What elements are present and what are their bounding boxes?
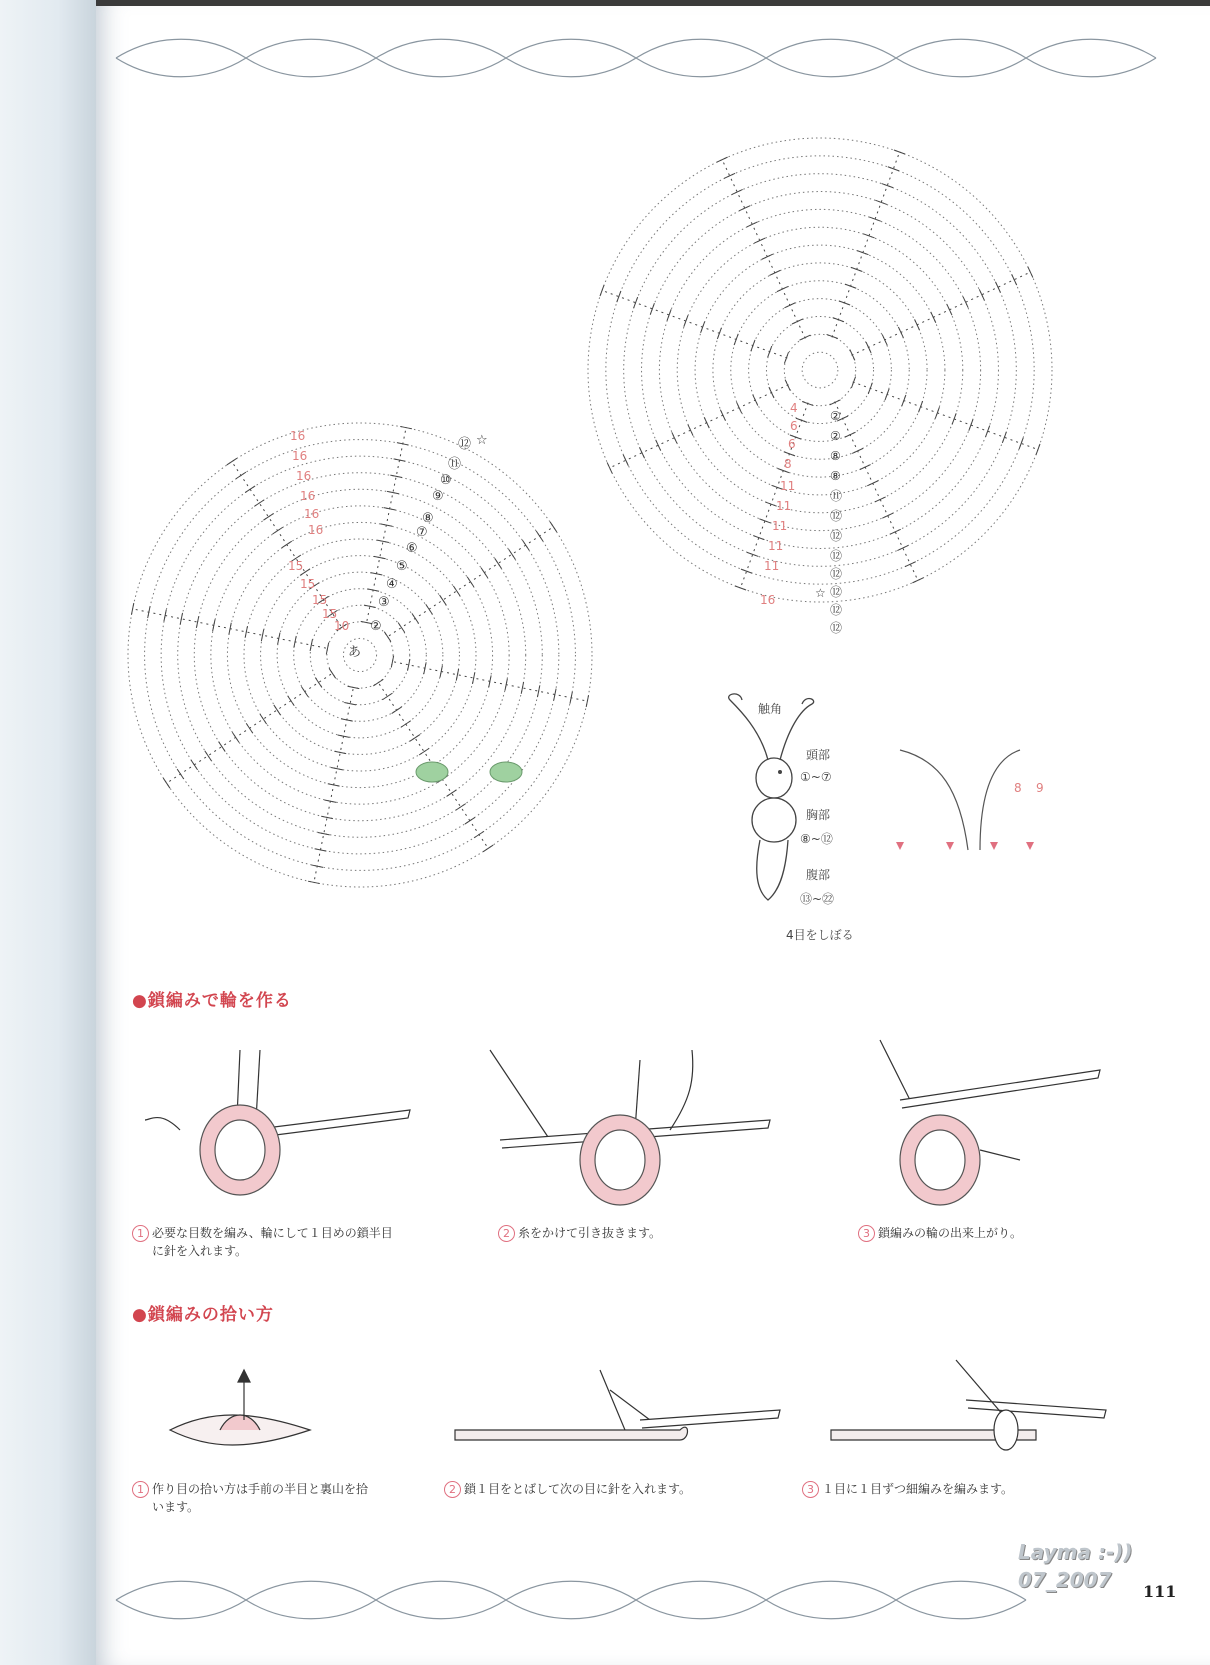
pickup-step2-number: 2 — [444, 1481, 461, 1498]
num-label-10: ⑩ — [440, 473, 452, 488]
chart-ring — [659, 209, 980, 530]
stitch-mark — [274, 705, 281, 715]
num-label-4: ④ — [386, 577, 398, 592]
step2-number: 2 — [498, 1225, 515, 1242]
stitch-mark — [310, 639, 312, 651]
right-pink-1: 4 — [790, 401, 798, 415]
stitch-mark — [419, 748, 429, 755]
stitch-mark — [326, 643, 328, 655]
chart-spoke — [610, 385, 789, 468]
pink-label-15-4: 15 — [322, 607, 338, 621]
chart-ring — [695, 245, 945, 495]
stitch-mark — [465, 817, 475, 824]
chart-ring — [749, 299, 892, 442]
stitch-mark — [410, 735, 420, 742]
right-pink-5: 11 — [780, 479, 796, 493]
right-num-3: ⑧ — [830, 449, 841, 463]
num-label-12: ⑫ — [458, 437, 472, 452]
chart-left-labels — [288, 429, 349, 633]
section2-title: ●鎖編みの拾い方 — [132, 1305, 274, 1325]
stitch-mark — [196, 616, 198, 628]
stitch-mark — [453, 586, 460, 596]
right-num-8: ⑫ — [830, 549, 843, 563]
stitch-mark — [261, 629, 263, 641]
right-pink-6: 11 — [776, 499, 792, 513]
stitch-mark — [331, 767, 343, 769]
stitch-mark — [308, 881, 320, 883]
chart-ring — [624, 174, 1017, 567]
stitch-mark — [979, 289, 984, 300]
abdomen-label: 腹部 — [806, 868, 831, 882]
stitch-mark — [227, 458, 237, 465]
num-label-11: ⑪ — [448, 457, 462, 472]
step2-text: 糸をかけて引き抜きます。 — [518, 1226, 662, 1240]
num-label-5: ⑤ — [396, 559, 408, 574]
stitch-mark — [205, 751, 212, 761]
watermark — [1018, 1538, 1133, 1594]
left-page-edge — [0, 0, 96, 1665]
stitch-mark — [732, 189, 743, 194]
stitch-mark — [254, 500, 264, 507]
stitch-mark — [398, 623, 405, 633]
stitch-mark — [521, 682, 523, 694]
stitch-mark — [447, 790, 457, 797]
stitch-mark — [905, 562, 916, 567]
stitch-mark — [509, 549, 516, 559]
step1-text-line2: に針を入れます。 — [152, 1244, 248, 1258]
right-num-9: ⑫ — [830, 567, 843, 581]
step1-number: 1 — [132, 1225, 149, 1242]
star-mark-left: ☆ — [476, 433, 488, 448]
right-num-1: ② — [830, 409, 841, 423]
top-border-ornament — [96, 28, 1210, 88]
chart-spoke — [832, 152, 900, 337]
stitch-mark — [263, 514, 273, 521]
pink-label-16-2: 16 — [292, 449, 308, 463]
antenna-charts — [880, 730, 1080, 860]
stitch-mark — [377, 540, 389, 542]
pickup-step1-text-line1: 作り目の拾い方は手前の半目と裏山を拾 — [152, 1482, 369, 1496]
right-num-7: ⑫ — [830, 529, 843, 543]
stitch-mark — [245, 626, 247, 638]
pink-label-15-1: 15 — [288, 559, 304, 573]
pickup-step1-caption — [132, 1480, 432, 1516]
watermark-line1: Layma :-)) — [1018, 1540, 1133, 1564]
chart-spoke — [133, 609, 326, 648]
stitch-mark — [456, 804, 466, 811]
crochet-chart-right — [590, 120, 1090, 635]
stitch-mark — [623, 455, 628, 466]
head-range: ①~⑦ — [800, 770, 832, 784]
stitch-mark — [947, 304, 952, 315]
num-label-6: ⑥ — [406, 541, 418, 556]
stitch-mark — [495, 558, 502, 568]
chart-ring — [677, 227, 963, 513]
pickup-step3-number: 3 — [802, 1481, 819, 1498]
chest-shape — [752, 798, 796, 842]
star-mark-right: ☆ — [815, 586, 826, 600]
stitch-mark — [586, 695, 588, 707]
stitch-mark — [387, 491, 399, 493]
page-top-edge — [96, 0, 1210, 6]
right-num-10: ⑫ — [830, 585, 843, 599]
stitch-mark — [639, 447, 644, 458]
stitch-mark — [382, 693, 392, 700]
antenna-label: 触角 — [758, 702, 783, 716]
step1-illustration — [140, 1040, 420, 1220]
chart-ring — [802, 352, 838, 388]
stitch-mark — [390, 475, 402, 477]
chart-ring — [588, 138, 1052, 602]
stitch-mark — [1028, 267, 1033, 278]
right-pink-4: 8 — [784, 457, 792, 471]
page-number: 111 — [1143, 1582, 1177, 1601]
stitch-mark — [374, 556, 386, 558]
stitch-mark — [754, 238, 765, 243]
stitch-mark — [456, 669, 458, 681]
chart-ring — [606, 156, 1034, 584]
pink-label-10: 10 — [334, 619, 350, 633]
stitch-mark — [373, 679, 383, 686]
chart-spoke — [722, 160, 805, 339]
stitch-mark — [260, 714, 267, 724]
antenna-pink-8: 8 — [1014, 781, 1022, 795]
stitch-mark — [131, 603, 133, 615]
stitch-mark — [334, 751, 346, 753]
chart-spoke — [167, 674, 331, 783]
head-label: 頭部 — [806, 748, 831, 762]
pickup-step2-illustration — [450, 1370, 790, 1470]
step3-caption — [858, 1224, 1158, 1242]
right-num-5: ⑪ — [830, 489, 843, 503]
abdomen-range: ⑬~㉒ — [800, 892, 835, 906]
abdomen-shape — [757, 840, 788, 900]
stitch-mark — [882, 513, 893, 518]
stitch-mark — [717, 157, 728, 162]
chart-ring — [784, 334, 855, 405]
chart-right-rings — [588, 138, 1052, 602]
head-shape — [756, 758, 792, 798]
stitch-mark — [735, 586, 746, 590]
chest-label: 胸部 — [806, 808, 831, 822]
pickup-step2-caption — [444, 1480, 764, 1498]
right-num-12: ⑫ — [830, 621, 843, 635]
stitch-mark — [315, 677, 322, 687]
stitch-mark — [739, 206, 750, 211]
tie-label: 4目をしぼる — [786, 928, 854, 942]
pink-label-16-4: 16 — [300, 489, 316, 503]
stitch-mark — [391, 656, 393, 668]
right-num-6: ⑫ — [830, 509, 843, 523]
butterfly-body-diagram — [720, 690, 860, 940]
step1-caption — [132, 1224, 462, 1260]
stitch-mark — [537, 685, 539, 697]
stitch-mark — [440, 595, 447, 605]
step2-illustration — [470, 1040, 770, 1220]
section1-title: ●鎖編みで輪を作る — [132, 991, 292, 1011]
stitch-mark — [408, 659, 410, 671]
right-pink-9: 11 — [764, 559, 780, 573]
pink-label-15-3: 15 — [312, 593, 328, 607]
num-label-3: ③ — [378, 595, 390, 610]
pickup-step1-text-line2: います。 — [152, 1500, 200, 1514]
right-pink-3: 6 — [788, 437, 796, 451]
stitch-mark — [672, 432, 677, 443]
pickup-step1-illustration — [170, 1370, 340, 1470]
stitch-mark — [747, 222, 758, 227]
crochet-chart-left — [120, 430, 640, 950]
stitch-mark — [607, 462, 612, 473]
pickup-step3-illustration — [826, 1360, 1126, 1470]
right-pink-7: 11 — [772, 519, 788, 533]
chart-ring — [766, 316, 873, 423]
num-label-2: ② — [370, 619, 382, 634]
pickup-step2-text: 鎖１目をとばして次の目に針を入れます。 — [464, 1482, 692, 1496]
stitch-mark — [321, 816, 333, 818]
step3-number: 3 — [858, 1225, 875, 1242]
center-mark-a: あ — [348, 645, 362, 660]
num-label-9: ⑨ — [432, 489, 444, 504]
green-eye-marks — [416, 762, 522, 782]
stitch-mark — [995, 282, 1000, 293]
bottom-border-ornament — [96, 1570, 1136, 1630]
stitch-mark — [344, 703, 356, 705]
chart-spoke — [852, 272, 1031, 355]
stitch-mark — [724, 173, 735, 178]
right-num-4: ⑧ — [830, 469, 841, 483]
stitch-mark — [348, 686, 360, 688]
stitch-mark — [522, 540, 529, 550]
pink-label-16-5: 16 — [304, 507, 320, 521]
stitch-mark — [890, 529, 901, 534]
stitch-mark — [656, 440, 661, 451]
right-pink-8: 11 — [768, 539, 784, 553]
stitch-mark — [897, 545, 908, 550]
right-num-2: ② — [830, 429, 841, 443]
antenna-pink-9: 9 — [1036, 781, 1044, 795]
chart-ring — [731, 281, 909, 459]
stitch-mark — [875, 497, 886, 502]
right-pink-10: 16 — [760, 593, 776, 607]
stitch-mark — [963, 297, 968, 308]
stitch-mark — [472, 672, 474, 684]
stitch-mark — [364, 605, 376, 607]
chart-spoke — [602, 290, 787, 358]
pickup-step3-text: １目に１目ずつ細編みを編みます。 — [822, 1482, 1014, 1496]
chart-spoke — [835, 402, 918, 581]
stitch-mark — [600, 285, 604, 296]
pink-label-15-2: 15 — [300, 577, 316, 591]
stitch-mark — [219, 742, 226, 752]
pink-label-16-6: 16 — [308, 523, 324, 537]
chart-right-spokes — [600, 150, 1040, 590]
stitch-mark — [550, 522, 557, 532]
stitch-mark — [191, 760, 198, 770]
stitch-mark — [688, 425, 693, 436]
stitch-mark — [329, 668, 336, 678]
pink-label-16-3: 16 — [296, 469, 312, 483]
step1-text-line1: 必要な目数を編み、輪にして１目めの鎖半目 — [152, 1226, 393, 1240]
step3-text: 鎖編みの輪の出来上がり。 — [878, 1226, 1023, 1240]
stitch-mark — [1036, 444, 1040, 455]
step2-caption — [498, 1224, 798, 1242]
pickup-step1-number: 1 — [132, 1481, 149, 1498]
stitch-mark — [384, 632, 391, 642]
pickup-step3-caption — [802, 1480, 1122, 1498]
stitch-mark — [1012, 274, 1017, 285]
chart-spoke — [394, 662, 587, 701]
watermark-line2: 07_2007 — [1018, 1568, 1112, 1592]
right-num-11: ⑫ — [830, 603, 843, 617]
num-label-8: ⑧ — [422, 511, 434, 526]
step3-illustration — [860, 1030, 1120, 1210]
pink-label-16-1: 16 — [290, 429, 306, 443]
stitch-mark — [894, 150, 905, 154]
right-pink-2: 6 — [790, 419, 798, 433]
num-label-7: ⑦ — [416, 525, 428, 540]
chest-range: ⑧~⑫ — [800, 832, 833, 846]
stitch-mark — [180, 613, 182, 625]
chart-ring — [713, 263, 927, 477]
